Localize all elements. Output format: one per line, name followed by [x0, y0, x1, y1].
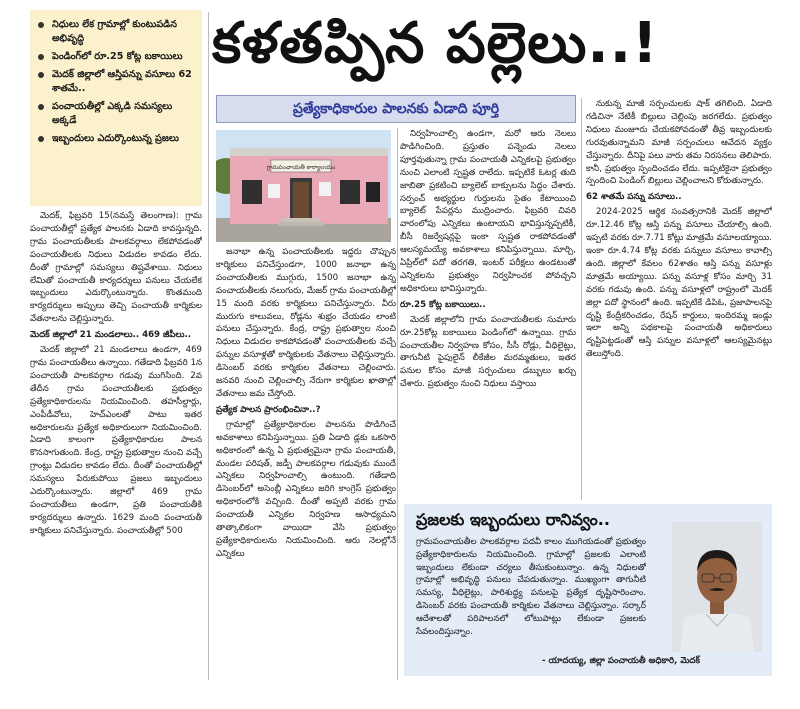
building-illustration: [216, 130, 391, 242]
article-column-4: [586, 98, 772, 500]
section-subheading: 62 శాతమే పన్ను వసూలు..: [586, 192, 682, 203]
highlights-box: [30, 10, 202, 206]
section-subheading: ప్రత్యేక పాలన ప్రారంభించినా..?: [216, 404, 321, 415]
highlight-item: పెండింగ్‌లో రూ.25 కోట్ల బకాయిలు: [38, 50, 196, 64]
quote-attribution: - యాదయ్య, జిల్లా పంచాయతీ అధికారి, మెదక్: [542, 656, 700, 666]
article-paragraph: 2024-2025 ఆర్థిక సంవత్సరానికి మెదక్ జిల్లాలో రూ.12.46 కోట్ల ఆస్తి పన్ను వసూలు చేయాల్సి ఉంది. ఇప్పటి వరకు రూ.7.71 కోట్లు మాత్రమే వసూలయ్యాయి. ఇంకా రూ.4.74 కోట్ల వరకు పన్నులు వసూలు కావాల్సి ఉంది. జిల్లాలో కేవలం 62శాతం ఆస్తి పన్ను వసూళ్లు మాత్రమే అయ్యాయి. పన్ను వసూళ్ల కోసం మార్చి 31 వరకు గడువు ఉంది. పన్ను వసూళ్లలో రాష్ట్రంలో మెదక్ జిల్లా పదో స్థానంలో ఉంది. ఇప్పటికే డిపిఓ, ప్రజాపాలనపై దృష్టి కేంద్రీకరించడం, రేషన్ కార్డులు, ఇందిరమ్మ ఇండ్లు ఇలా అన్ని పథకాలపై పంచాయతీ అధికారులు దృష్టిపెట్టడంతో ఆస్తి పన్నుల వసూళ్లలో ఆలస్యమైనట్లు తెలుస్తోంది.: [586, 207, 772, 360]
article-paragraph: నిర్వహించాల్సి ఉండగా, మరో ఆరు నెలలు పొడిగించింది. ప్రస్తుతం పన్నెండు నెలలు పూర్తవుతున్నా గ్రామ పంచాయతీ ఎన్నికలపై ప్రభుత్వం నుంచి ఎలాంటి స్పష్టత రాలేదు. ఇప్పటికే ఓటర్ల తుది జాబితా ప్రకటించి బ్యాలెట్ బాక్సులను సిద్ధం చేశారు. సర్పంచ్ అభ్యర్థుల గుర్తులను సైతం కేటాయించి బ్యాలెట్ పేపర్లను ముద్రించారు. ఫిబ్రవరి చివరి వారంలోపు ఎన్నికలు ఉంటాయని భావిస్తున్నప్పటికీ, బీసీ రిజర్వేషన్లపై ఇంకా స్పష్టత రాకపోవడంతో ఆలస్యమయ్యే అవకాశాలు కనిపిస్తున్నాయి. మార్చి, ఏప్రిల్‌లో పదో తరగతి, ఇంటర్ పరీక్షలు ఉండటంతో ఎన్నికలను ప్రభుత్వం నిర్వహించక పోవచ్చని అధికారులు భావిస్తున్నారు.: [400, 129, 576, 294]
bullet-icon: [38, 72, 44, 78]
column-divider: [581, 98, 582, 500]
article-paragraph: మెదక్, ఫిబ్రవరి 15(నమస్తే తెలంగాణ): గ్రామ పంచాయతీల్లో ప్రత్యేక పాలనకు ఏడాది కావస్తున్నది. గ్రామ పంచాయతీలకు పాలకవర్గాలు లేకపోవడంతో పంచాయతీలకు నిధులు విడుదల కావడం లేదు. దీంతో గ్రామాల్లో సమస్యలు తిష్టవేశాయి. నిధులు లేమితో పంచాయతీ కార్యదర్శులు పనులు చేయలేక ఇబ్బందులు ఎదుర్కొంటున్నారు. కొంతమంది కార్యదర్శులు అప్పులు తెచ్చి పంచాయతీ కార్మికుల వేతనాలను చెల్లిస్తున్నారు.: [30, 211, 202, 325]
subheadline-banner: ప్రత్యేకాధికారుల పాలనకు ఏడాది పూర్తి: [216, 95, 576, 123]
quote-text: గ్రామపంచాయతీల పాలకవర్గాల పదవీ కాలం ముగియడంతో ప్రభుత్వం ప్రత్యేకాధికారులను నియమించింది. గ్రామాల్లో ప్రజలకు ఎలాంటి ఇబ్బందులు లేకుండా చర్యలు తీసుకుంటున్నాం. ఉన్న నిధులతో గ్రామాల్లో అభివృద్ధి పనులు చేపడుతున్నాం. ముఖ్యంగా తాగునీటి సమస్య, వీధిలైట్లు, పారిశుద్ధ్య పనులపై ప్రత్యేక దృష్టిసారించాం. డిసెంబర్ వరకు పంచాయతీ కార్మికుల వేతనాలు చెల్లిస్తున్నాం. సర్కార్ ఆదేశాలతో పరిపాలనలో లోటుపాట్లు లేకుండా ప్రజలకు సేవలందిస్తున్నాం.: [416, 537, 646, 637]
column-divider: [208, 12, 209, 680]
person-portrait-illustration: [672, 522, 762, 652]
headline: కళతప్పిన పల్లెలు..!: [212, 11, 659, 76]
bullet-icon: [38, 22, 44, 28]
article-paragraph: గ్రామాల్లో ప్రత్యేకాధికారుల పాలనను పొడిగించే అవకాశాలు కనిపిస్తున్నాయి. ప్రతి ఏడాది డ్లకు ఒకసారి అధికారంలో ఉన్న ఏ ప్రభుత్వమైనా గ్రామ పంచాయతీ, మండల పరిషత్, జడ్పీ పాలకవర్గాల గడువుకు ముందే ఎన్నికలు నిర్వహించాల్సి ఉంటుంది. గతేడాది డిసెంబర్‌లో అసెంబ్లీ ఎన్నికలు జరిగి కాంగ్రెస్ ప్రభుత్వం అధికారంలోకి వచ్చింది. దీంతో అప్పటి వరకు గ్రామ పంచాయతీ ఎన్నికల నిర్వహణ ఆసాధ్యమని తాత్కాలికంగా వాయిదా వేసి ప్రభుత్వం ప్రత్యేకాధికారులను నియమించింది. ఆరు నెలల్లోనే ఎన్నికలు: [216, 419, 396, 559]
highlight-item: ఇబ్బందులు ఎదుర్కొంటున్న ప్రజలు: [38, 132, 196, 146]
article-column-1: [30, 210, 202, 680]
official-portrait: [672, 522, 762, 652]
article-paragraph: మెదక్ జిల్లాలోని గ్రామ పంచాయతీలకు సుమారు రూ.25కోట్ల బకాయిలు పెండింగ్‌లో ఉన్నాయి. గ్రామ పంచాయతీల నిర్వహణ కోసం, సీసీ రోడ్లు, వీధిలైట్లు, తాగునీటి పైపులైన్ లీకేజీల మరమ్మతులు, ఇతర పనుల కోసం మాజీ సర్పంచులు డబ్బులు ఖర్చు చేశారు. ప్రభుత్వం నుంచి నిధులు వస్తాయి: [400, 314, 576, 390]
panchayat-office-photo: [216, 130, 391, 242]
column-divider: [397, 128, 398, 680]
svg-text:గ్రామపంచాయతీ కార్యాలయం: గ్రామపంచాయతీ కార్యాలయం: [266, 164, 336, 171]
highlight-item: పంచాయతీల్లో ఎక్కడి సమస్యలు అక్కడే: [38, 100, 196, 128]
article-paragraph: నుకున్న మాజీ సర్పంచులకు షాక్ తగిలింది. ఏడాది గడిచినా నేటికీ బిల్లులు చెల్లింపు జరగలేదు. ప్రభుత్వం నిధులు మంజూరు చేయకపోవడంతో తీవ్ర ఇబ్బందులకు గురవుతున్నామని మాజీ సర్పంచులు ఆవేదన వ్యక్తం చేస్తున్నారు. దీనిపై పలు వారు తమ నిరసనలు తెలిపారు. కానీ, ప్రభుత్వం స్పందించడం లేదు. ఇప్పటికైనా ప్రభుత్వం స్పందించి పెండింగ్ బిల్లులు చెల్లించాలని కోరుతున్నారు.: [586, 99, 772, 187]
section-subheading: రూ.25 కోట్ల బకాయిలు..: [400, 299, 486, 310]
article-paragraph: మెదక్ జిల్లాలో 21 మండలాలు ఉండగా, 469 గ్రామ పంచాయతీలు ఉన్నాయి. గతేడాది ఫిబ్రవరి 1న పంచాయతీ పాలకవర్గాల గడువు ముగిసింది. 2వ తేదీన గ్రామ పంచాయతీలకు ప్రభుత్వం ప్రత్యేకాధికారులను నియమించింది. తహసీల్దార్లు, ఎంపీడీవోలు, హెచ్‌ఎంలతో పాటు ఇతర అధికారులను ప్రత్యేక అధికారులుగా నియమించింది. ఏడాది కాలంగా ప్రత్యేకాధికారుల పాలన కొనసాగుతుంది. కేంద్ర, రాష్ట్ర ప్రభుత్వాల నుంచి వచ్చే గ్రాంట్లు విడుదల కావడం లేదు. దీంతో పంచాయతీల్లో సమస్యలు పేరుకుపోయి ప్రజలు ఇబ్బందులు ఎదుర్కొంటున్నారు. జిల్లాలో 469 గ్రామ పంచాయతీలు ఉండగా, ప్రతి పంచాయతీకి కార్యదర్శులు ఉన్నారు. 1629 మంది పంచాయతీ కార్మికులు పనిచేస్తున్నారు. పంచాయతీల్లో 500: [30, 345, 202, 536]
article-column-3: [400, 128, 576, 500]
section-subheading: మెదక్ జిల్లాలో 21 మండలాలు.. 469 జీపీలు..: [30, 330, 192, 341]
official-quote-box: [404, 504, 772, 676]
bullet-icon: [38, 136, 44, 142]
article-paragraph: జనాభా ఉన్న పంచాయతీలకు ఇద్దరు చొప్పున కార్మికులు పనిచేస్తుండగా, 1000 జనాభా ఉన్న పంచాయతీలకు ముగ్గురు, 1500 జనాభా ఉన్న పంచాయతీలకు నలుగురు, మేజర్ గ్రామ పంచాయతీల్లో 15 మంది వరకు కార్మికులు పనిచేస్తున్నారు. వీరు మురుగు కాలువలు, రోడ్లను శుభ్రం చేయడం లాంటి పనులు చేస్తున్నారు. కేంద్ర, రాష్ట్ర ప్రభుత్వాల నుంచి నిధులు విడుదల కాకపోవడంతో పంచాయతీలకు వచ్చే పన్నుల వసూళ్లతో కార్మికులకు వేతనాలు చెల్లిస్తున్నారు. డిసెంబర్ వరకు కార్మికుల వేతనాలు చెల్లించారు. జనవరి నుంచి చెల్లించాల్సి నేరుగా కార్మికుల ఖాతాల్లో వేతనాలు జమ చేస్తోంది.: [216, 247, 396, 399]
bullet-icon: [38, 104, 44, 110]
highlights-list: [38, 18, 196, 146]
highlight-item: మెదక్ జిల్లాలో ఆస్తిపన్ను వసూలు 62 శాతమే..: [38, 68, 196, 96]
bullet-icon: [38, 54, 44, 60]
highlight-item: నిధులు లేక గ్రామాల్లో కుంటుపడిన అభివృద్ధి: [38, 18, 196, 46]
quote-title: ప్రజలకు ఇబ్బందులు రానివ్వం..: [416, 510, 610, 529]
article-column-2: [216, 246, 396, 680]
